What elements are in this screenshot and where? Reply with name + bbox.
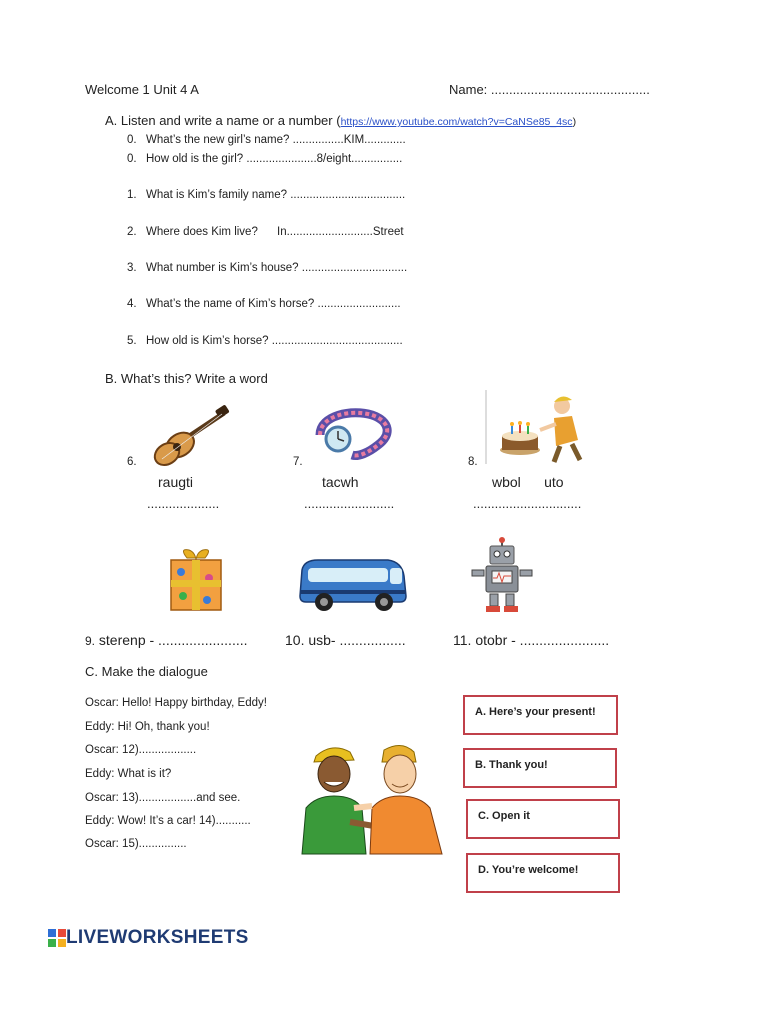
section-a-heading-prefix: A. Listen and write a name or a number ( [105,113,341,128]
item-text: usb- ................. [308,632,406,648]
dialogue-line: Oscar: 13)..................and see. [85,792,241,804]
item-number: 7. [293,456,303,468]
birthday-cake-icon [484,390,594,464]
answer-blank: ......................... [304,496,395,511]
dialogue-line: Eddy: Hi! Oh, thank you! [85,721,210,733]
option-box-d[interactable]: D. You’re welcome! [466,853,620,893]
section-a-heading-suffix: ) [572,116,577,128]
watch-icon [312,405,396,461]
section-a-heading [105,113,576,128]
brand-name: LIVEWORKSHEETS [66,927,249,948]
question-4 [127,298,401,310]
option-box-b[interactable]: B. Thank you! [463,748,617,788]
section-c-heading: C. Make the dialogue [85,664,208,679]
video-link[interactable]: https://www.youtube.com/watch?v=CaNSe85_4sc [340,116,573,128]
dialogue-line: Oscar: Hello! Happy birthday, Eddy! [85,697,267,709]
scrambled-word: wbol uto [492,474,564,490]
question-0b [127,153,402,165]
guitar-icon [150,405,230,467]
question-5 [127,335,403,347]
item-number: 9. [85,634,96,648]
item-text: sterenp - ....................... [98,632,248,648]
option-box-a[interactable]: A. Here’s your present! [463,695,618,735]
item-text: otobr - ....................... [475,632,610,648]
scrambled-word: raugti [158,474,194,490]
question-number: 1. [127,189,137,201]
question-text: What’s the name of Kim’s horse? .......................... [146,298,401,310]
item-11 [453,632,609,648]
item-10 [285,632,406,648]
question-number: 4. [127,298,137,310]
two-boys-illustration [296,742,446,856]
question-number: 5. [127,335,137,347]
dialogue-line: Oscar: 15)............... [85,838,187,850]
dialogue-line: Oscar: 12).................. [85,744,197,756]
logo-icon [48,929,66,947]
item-number: 6. [127,456,137,468]
liveworksheets-logo [48,927,249,947]
question-number: 2. [127,226,137,238]
question-number: 0. [127,153,137,165]
scrambled-word: tacwh [322,474,359,490]
question-number: 3. [127,262,137,274]
dialogue-line: Eddy: What is it? [85,768,172,780]
name-field: Name: ............................................ [449,82,650,97]
item-number: 10. [285,632,305,648]
dialogue-line: Eddy: Wow! It’s a car! 14)........... [85,815,251,827]
answer-blank: .............................. [473,496,582,511]
question-text: How old is Kim’s horse? ......................................... [146,335,403,347]
answer-blank: .................... [147,496,220,511]
question-text: What number is Kim’s house? ................................. [146,262,408,274]
robot-icon [466,536,538,614]
section-b-heading: B. What’s this? Write a word [105,371,268,386]
question-text: What is Kim’s family name? .................................... [146,189,406,201]
item-number: 11. [453,632,472,648]
item-9 [85,632,248,648]
question-number: 0. [127,134,137,146]
item-number: 8. [468,456,478,468]
worksheet-title: Welcome 1 Unit 4 A [85,82,199,97]
question-1 [127,189,405,201]
question-text: Where does Kim live? In...........................Street [146,226,404,238]
question-3 [127,262,407,274]
question-text: What’s the new girl’s name? ................KIM............. [146,134,406,146]
question-2 [127,226,404,238]
present-icon [165,548,227,612]
option-box-c[interactable]: C. Open it [466,799,620,839]
question-text: How old is the girl? ......................8/eight................ [146,153,403,165]
question-0a [127,134,406,146]
bus-icon [296,556,408,614]
